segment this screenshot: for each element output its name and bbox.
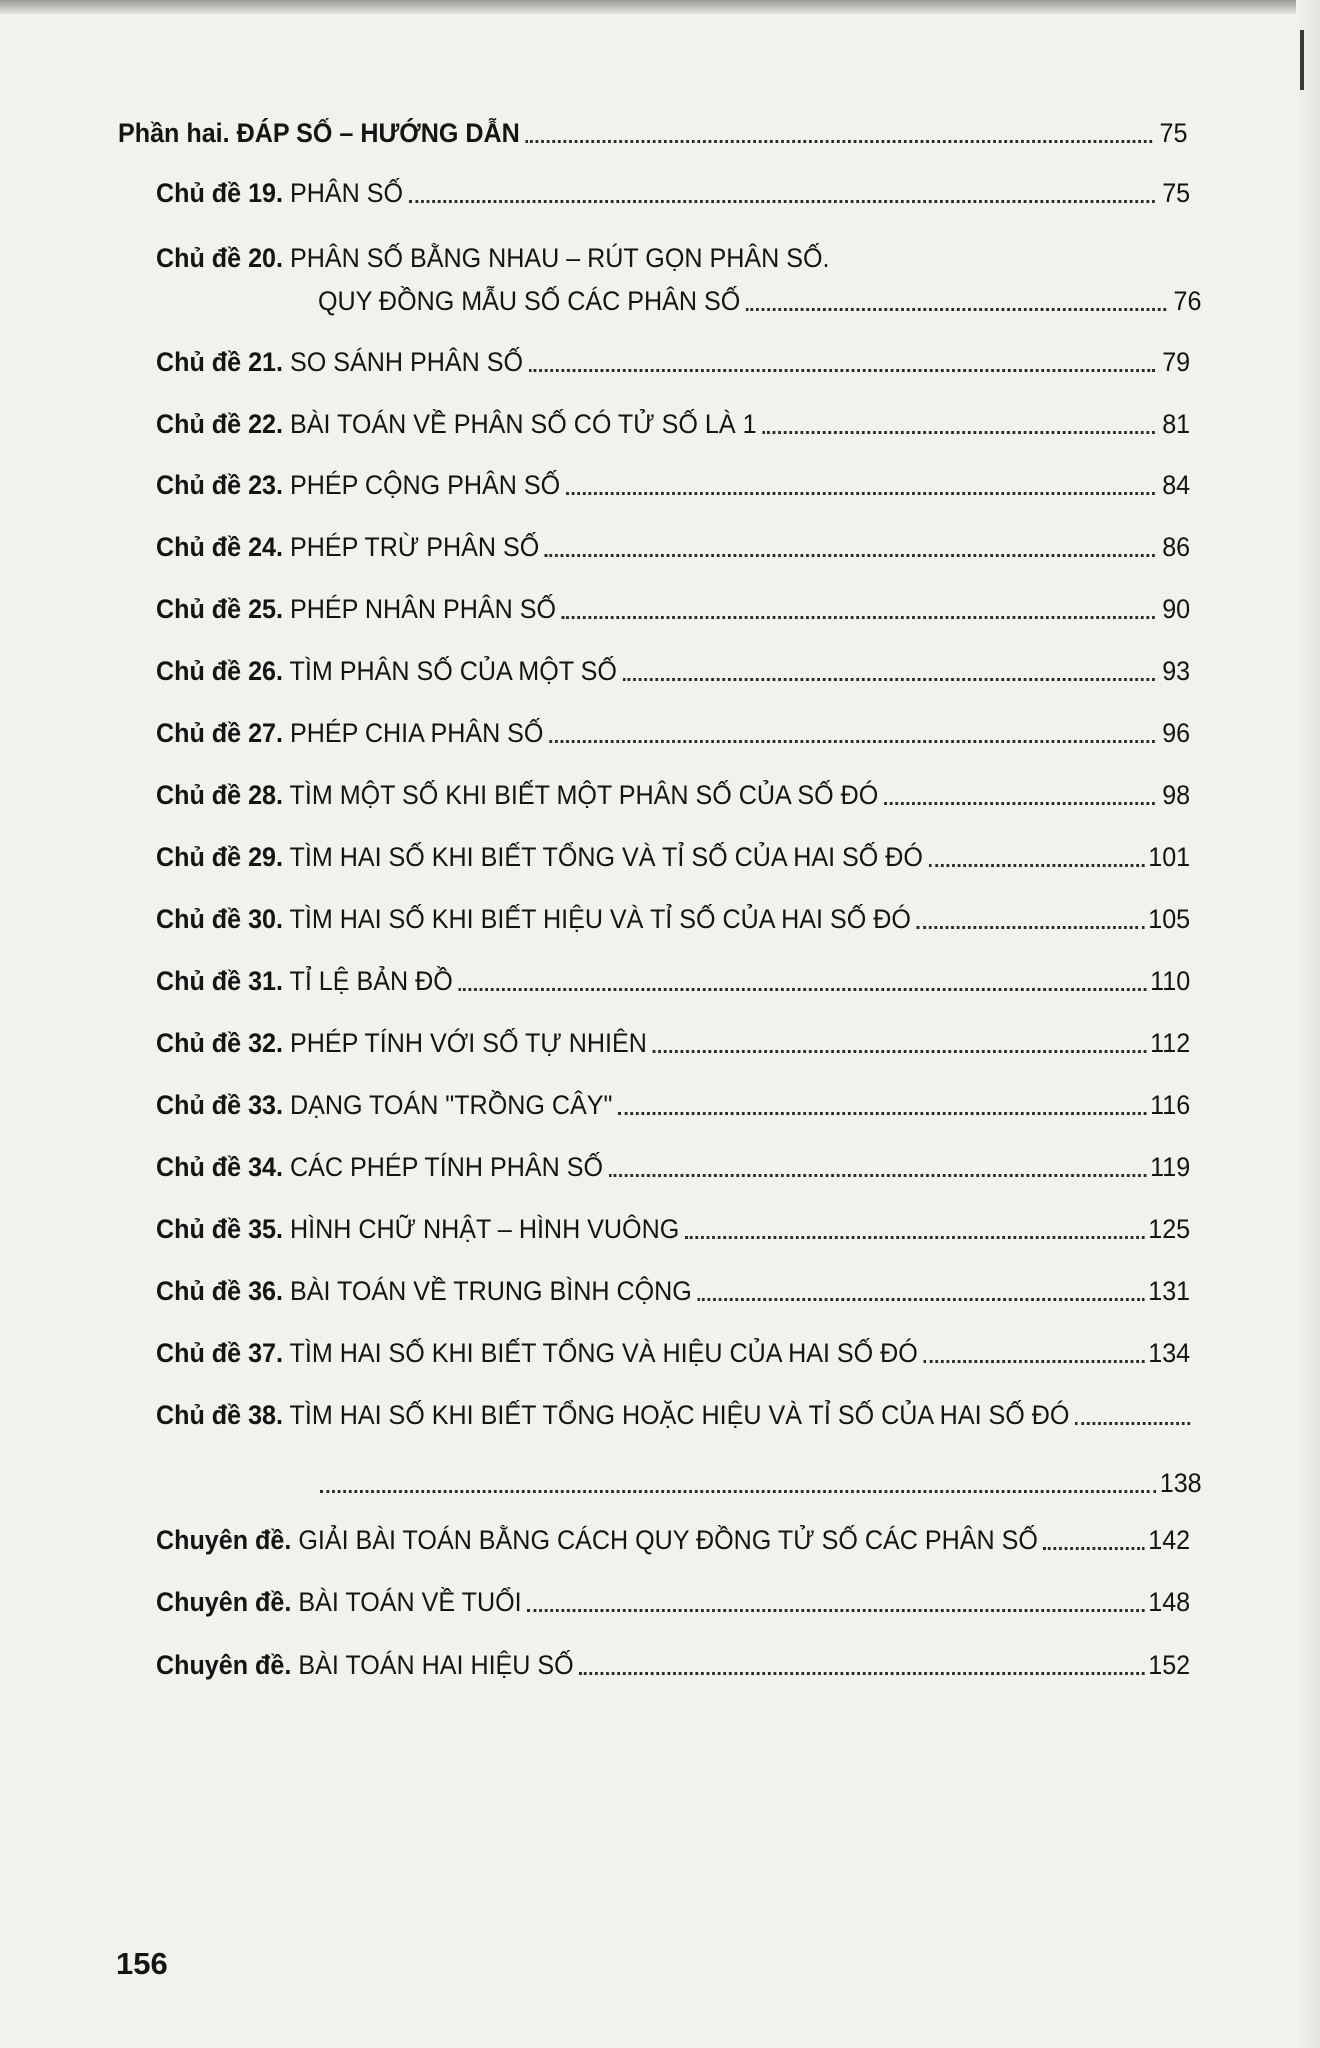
toc-entry <box>156 527 1190 567</box>
entry-title: BÀI TOÁN VỀ TUỔI <box>298 1587 522 1617</box>
entry-prefix: Chủ đề 36. <box>156 1276 283 1306</box>
entry-page: 81 <box>1162 409 1191 439</box>
entry-page: 152 <box>1148 1650 1191 1680</box>
toc-entry <box>156 1520 1190 1560</box>
entry-page: 90 <box>1162 594 1191 624</box>
entry-title: PHÂN SỐ BẰNG NHAU – RÚT GỌN PHÂN SỐ. <box>289 243 830 273</box>
toc-entry <box>156 342 1190 382</box>
leader-dots <box>609 1174 1147 1177</box>
toc-entry <box>156 173 1190 213</box>
leader-dots <box>525 140 1152 143</box>
leader-dots <box>458 988 1146 991</box>
entry-title: GIẢI BÀI TOÁN BẰNG CÁCH QUY ĐỒNG TỬ SỐ CÁC PHÂN SỐ <box>298 1525 1038 1555</box>
toc-entry <box>156 651 1190 691</box>
toc-entry <box>156 1085 1190 1125</box>
entry-title: DẠNG TOÁN "TRỒNG CÂY" <box>289 1090 613 1120</box>
leader-dots <box>320 1490 1156 1493</box>
leader-dots <box>527 1609 1144 1612</box>
leader-dots <box>697 1298 1144 1301</box>
entry-prefix: Chủ đề 20. <box>156 243 283 273</box>
entry-prefix: Chủ đề 25. <box>156 594 283 624</box>
entry-page: 142 <box>1148 1525 1191 1555</box>
entry-title: PHÉP TÍNH VỚI SỐ TỰ NHIÊN <box>289 1028 647 1058</box>
leader-dots <box>884 802 1155 805</box>
entry-prefix: Chủ đề 31. <box>156 966 283 996</box>
toc-entry <box>156 713 1190 753</box>
entry-page: 76 <box>1173 286 1202 316</box>
entry-title: PHÉP TRỪ PHÂN SỐ <box>289 532 540 562</box>
toc-entry <box>156 238 1190 278</box>
leader-dots <box>409 200 1155 203</box>
entry-prefix: Chủ đề 24. <box>156 532 283 562</box>
entry-prefix: Chủ đề 28. <box>156 780 283 810</box>
leader-dots <box>916 926 1144 929</box>
leader-dots <box>562 616 1155 619</box>
entry-prefix: Chủ đề 29. <box>156 842 283 872</box>
entry-title: CÁC PHÉP TÍNH PHÂN SỐ <box>289 1152 603 1182</box>
leader-dots <box>923 1360 1144 1363</box>
entry-prefix: Chủ đề 30. <box>156 904 283 934</box>
entry-page: 75 <box>1162 178 1191 208</box>
entry-prefix: Chuyên đề. <box>156 1587 292 1617</box>
entry-title: HÌNH CHỮ NHẬT – HÌNH VUÔNG <box>289 1214 680 1244</box>
entry-title: TÌM MỘT SỐ KHI BIẾT MỘT PHÂN SỐ CỦA SỐ ĐÓ <box>289 780 879 810</box>
toc-entry-continuation <box>320 1463 1202 1503</box>
toc-entry <box>156 1023 1190 1063</box>
toc-entry <box>156 961 1190 1001</box>
entry-prefix: Chủ đề 37. <box>156 1338 283 1368</box>
leader-dots <box>652 1050 1146 1053</box>
leader-dots <box>746 308 1166 311</box>
toc-entry <box>156 1271 1190 1311</box>
leader-dots <box>579 1672 1144 1675</box>
entry-prefix: Chủ đề 33. <box>156 1090 283 1120</box>
toc-entry <box>156 1395 1190 1435</box>
entry-prefix: Chủ đề 38. <box>156 1400 283 1430</box>
entry-prefix: Chủ đề 19. <box>156 178 283 208</box>
part-page: 75 <box>1159 118 1188 148</box>
toc-entry <box>156 1209 1190 1249</box>
entry-title: TỈ LỆ BẢN ĐỒ <box>289 966 453 996</box>
toc-entry <box>156 1645 1190 1685</box>
page-number: 156 <box>116 1946 168 1981</box>
entry-page: 96 <box>1162 718 1191 748</box>
leader-dots <box>1043 1547 1144 1550</box>
toc-entry <box>156 1582 1190 1622</box>
entry-title: PHÉP CỘNG PHÂN SỐ <box>289 470 561 500</box>
entry-page: 112 <box>1150 1028 1191 1058</box>
leader-dots <box>685 1236 1145 1239</box>
entry-page: 101 <box>1148 842 1191 872</box>
entry-page: 110 <box>1150 966 1191 996</box>
leader-dots <box>529 369 1155 372</box>
entry-title: PHÉP CHIA PHÂN SỐ <box>289 718 544 748</box>
leader-dots <box>618 1112 1146 1115</box>
toc-entry <box>156 589 1190 629</box>
toc-entry <box>156 837 1190 877</box>
entry-title: BÀI TOÁN HAI HIỆU SỐ <box>298 1650 574 1680</box>
entry-page: 84 <box>1162 470 1191 500</box>
toc-entry <box>156 775 1190 815</box>
entry-prefix: Chuyên đề. <box>156 1650 292 1680</box>
toc-part-heading <box>118 113 1188 153</box>
toc-entry <box>156 899 1190 939</box>
toc-entry <box>156 1333 1190 1373</box>
entry-page: 138 <box>1159 1468 1202 1498</box>
entry-title: TÌM HAI SỐ KHI BIẾT HIỆU VÀ TỈ SỐ CỦA HAI SỐ ĐÓ <box>289 904 911 934</box>
entry-title: TÌM PHÂN SỐ CỦA MỘT SỐ <box>289 656 617 686</box>
leader-dots <box>566 492 1155 495</box>
entry-prefix: Chủ đề 32. <box>156 1028 283 1058</box>
entry-page: 134 <box>1148 1338 1191 1368</box>
entry-page: 116 <box>1150 1090 1191 1120</box>
entry-title: TÌM HAI SỐ KHI BIẾT TỔNG VÀ HIỆU CỦA HAI SỐ ĐÓ <box>289 1338 918 1368</box>
entry-page: 125 <box>1148 1214 1191 1244</box>
entry-title: PHÉP NHÂN PHÂN SỐ <box>289 594 557 624</box>
entry-title-continued: QUY ĐỒNG MẪU SỐ CÁC PHÂN SỐ <box>318 286 741 316</box>
entry-prefix: Chủ đề 35. <box>156 1214 283 1244</box>
entry-page: 86 <box>1162 532 1191 562</box>
entry-page: 131 <box>1148 1276 1191 1306</box>
entry-page: 79 <box>1162 347 1191 377</box>
entry-prefix: Chủ đề 23. <box>156 470 283 500</box>
entry-prefix: Chủ đề 26. <box>156 656 283 686</box>
leader-dots <box>545 554 1155 557</box>
leader-dots <box>1075 1422 1190 1425</box>
part-title: Phần hai. ĐÁP SỐ – HƯỚNG DẪN <box>118 118 520 148</box>
entry-page: 93 <box>1162 656 1191 686</box>
entry-title: TÌM HAI SỐ KHI BIẾT TỔNG HOẶC HIỆU VÀ TỈ SỐ CỦA HAI SỐ ĐÓ <box>289 1400 1070 1430</box>
entry-prefix: Chủ đề 34. <box>156 1152 283 1182</box>
leader-dots <box>762 431 1155 434</box>
entry-prefix: Chủ đề 21. <box>156 347 283 377</box>
entry-title: BÀI TOÁN VỀ TRUNG BÌNH CỘNG <box>289 1276 692 1306</box>
entry-title: SO SÁNH PHÂN SỐ <box>289 347 523 377</box>
entry-title: PHÂN SỐ <box>289 178 403 208</box>
leader-dots <box>929 864 1145 867</box>
toc-entry-continuation <box>318 281 1202 321</box>
entry-page: 148 <box>1148 1587 1191 1617</box>
entry-prefix: Chuyên đề. <box>156 1525 292 1555</box>
leader-dots <box>549 740 1155 743</box>
entry-prefix: Chủ đề 27. <box>156 718 283 748</box>
leader-dots <box>622 678 1154 681</box>
entry-title: TÌM HAI SỐ KHI BIẾT TỔNG VÀ TỈ SỐ CỦA HAI SỐ ĐÓ <box>289 842 923 872</box>
entry-page: 105 <box>1148 904 1191 934</box>
toc-entry <box>156 465 1190 505</box>
entry-title: BÀI TOÁN VỀ PHÂN SỐ CÓ TỬ SỐ LÀ 1 <box>289 409 757 439</box>
toc-entry <box>156 1147 1190 1187</box>
entry-page: 119 <box>1150 1152 1191 1182</box>
toc-entry <box>156 404 1190 444</box>
entry-prefix: Chủ đề 22. <box>156 409 283 439</box>
entry-page: 98 <box>1162 780 1191 810</box>
